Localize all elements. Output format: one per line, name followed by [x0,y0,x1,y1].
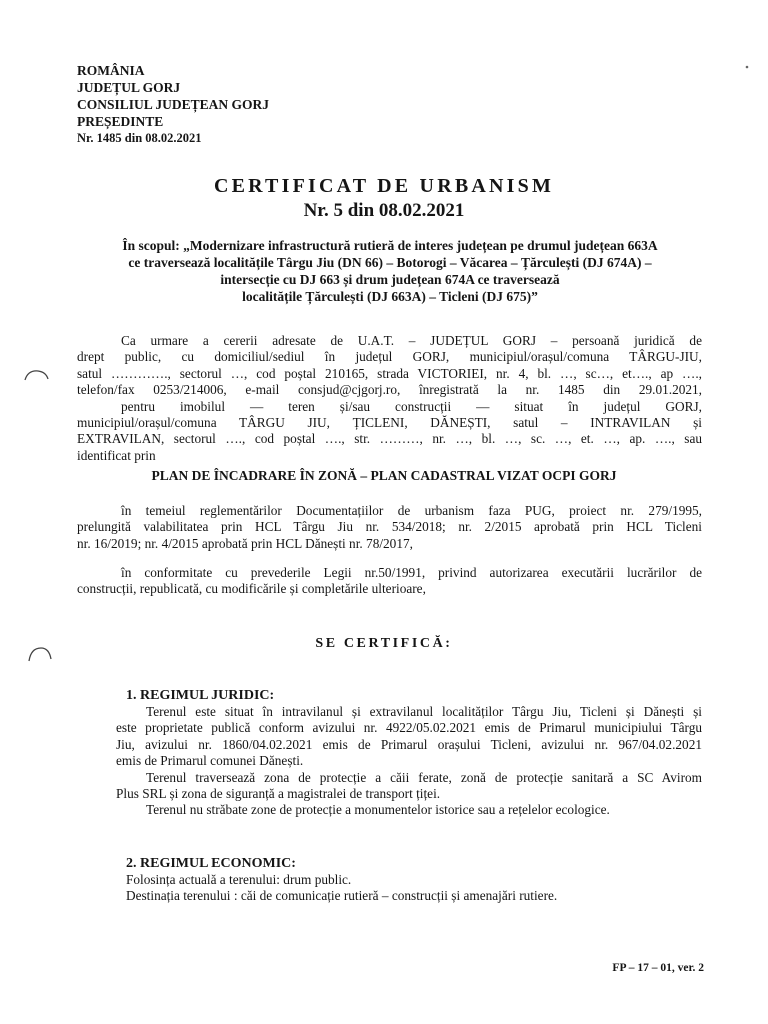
section-1-line: Terenul este situat în intravilanul și extravilanul localităților Târgu Jiu, Ticleni și Dănești și [146,704,702,719]
se-certifica-heading: SE CERTIFICĂ: [315,636,453,651]
section-1-body [116,704,702,819]
document-title: CERTIFICAT DE URBANISM [213,175,555,197]
conformity-paragraph [77,565,702,598]
section-2-line: Folosința actuală a terenului: drum public. [126,872,352,887]
basis-line: nr. 16/2019; nr. 4/2015 aprobată prin HCL Dănești nr. 78/2017, [77,535,413,551]
request-line: pentru imobilul — teren și/sau construcții — situat în județul GORJ, [121,398,702,414]
request-line: satul …………., sectorul …, cod poștal 210165, strada VICTORIEI, nr. 4, bl. …, sc…, et…., ap …., [77,365,702,381]
punch-hole-mark [26,643,56,665]
scope-line: intersecție cu DJ 663 și drum județean 674A ce traversează [220,272,560,287]
request-line: EXTRAVILAN, sectorul …., cod poștal …., str. ………, nr. …, bl. …, sc. …, et. …, ap. …., sau [77,431,702,447]
plan-reference: PLAN DE ÎNCADRARE ÎN ZONĂ – PLAN CADASTRAL VIZAT OCPI GORJ [151,468,617,483]
section-1-line: Terenul nu străbate zone de protecție a monumentelor istorice sau a rețelelor ecologice. [146,802,610,818]
scope-paragraph [60,237,720,305]
registration-number: Nr. 1485 din 08.02.2021 [77,131,202,145]
header-line: CONSILIUL JUDEȚEAN GORJ [77,97,270,112]
punch-hole-mark [22,366,52,386]
section-1-line: este proprietate publică conform avizului nr. 4922/05.02.2021 emis de Primarul municipiului Târgu [116,720,702,736]
scope-line: localitățile Țărculești (DJ 663A) – Ticleni (DJ 675)” [242,289,538,304]
header-line: JUDEȚUL GORJ [77,80,181,95]
section-1-line: emis de Primarul comunei Dănești. [116,753,304,769]
section-1-line: Terenul traversează zona de protecție a căii ferate, zonă de protecție sanitară a SC Avirom [146,769,702,785]
conformity-line: construcții, republicată, cu modificările și completările ulterioare, [77,581,426,597]
request-line: drept public, cu domiciliul/sediul în județul GORJ, municipiul/orașul/comuna TÂRGU-JIU, [77,349,702,365]
request-paragraph [77,333,702,464]
section-2-line: Destinația terenului : căi de comunicație rutieră – construcții și amenajări rutiere. [126,888,558,904]
section-2-body [126,872,702,905]
speck-mark [742,62,752,72]
issuer-header [77,62,269,147]
basis-line: prelungită valabilitatea prin HCL Târgu Jiu nr. 534/2018; nr. 2/2015 aprobată prin HCL Ticleni [77,519,702,535]
scope-line: În scopul: „Modernizare infrastructură rutieră de interes județean pe drumul județean 663A [122,238,658,253]
basis-paragraph [77,503,702,552]
basis-line: în temeiul reglementărilor Documentațiilor de urbanism faza PUG, proiect nr. 279/1995, [121,503,702,518]
section-1-heading: 1. REGIMUL JURIDIC: [126,688,275,703]
header-line: ROMÂNIA [77,63,145,78]
document-number: Nr. 5 din 08.02.2021 [303,200,465,221]
request-line: Ca urmare a cererii adresate de U.A.T. – JUDEȚUL GORJ – persoană juridică de [121,333,702,348]
conformity-line: în conformitate cu prevederile Legii nr.50/1991, privind autorizarea executării lucrărilor de [121,565,702,580]
section-1-line: Plus SRL și zona de siguranță a magistralei de transport țiței. [116,786,441,802]
request-line: identificat prin [77,447,156,463]
request-line: telefon/fax 0253/214006, e-mail consjud@cjgorj.ro, înregistrată la nr. 1485 din 29.01.2021, [77,382,702,398]
section-2-heading: 2. REGIMUL ECONOMIC: [126,856,296,871]
section-1-line: Jiu, avizului nr. 1860/04.02.2021 emis de Primarul orașului Ticleni, avizului nr. 967/04.02.2021 [116,736,702,752]
scope-line: ce traversează localitățile Târgu Jiu (DN 66) – Botorogi – Văcarea – Țărculești (DJ 674A) – [128,255,652,270]
header-line: PREȘEDINTE [77,114,164,129]
request-line: municipiul/orașul/comuna TÂRGU JIU, ȚICLENI, DĂNEȘTI, satul – INTRAVILAN și [77,415,702,431]
form-code: FP – 17 – 01, ver. 2 [612,962,704,974]
